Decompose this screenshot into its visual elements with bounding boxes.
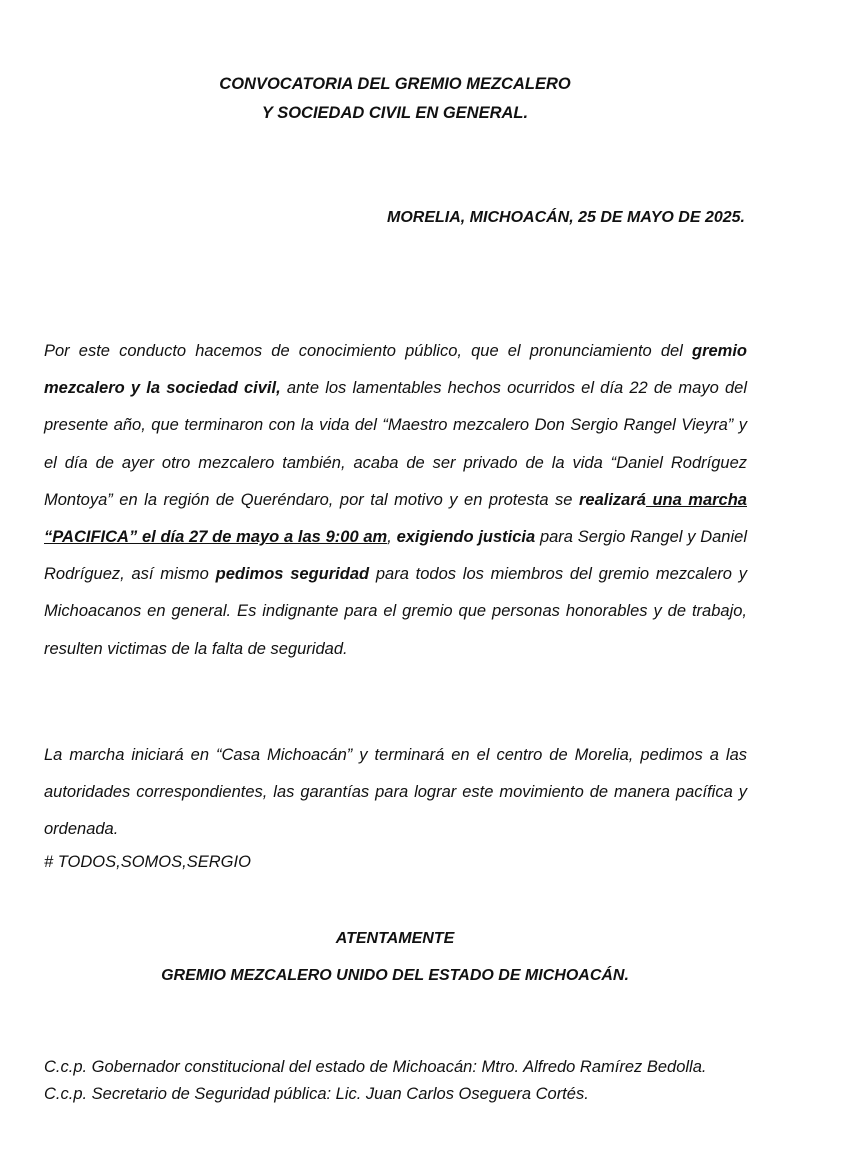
document-title-line2: Y SOCIEDAD CIVIL EN GENERAL. (261, 104, 529, 122)
paragraph1-bold-underline: una marcha “PACIFICA” el día 27 de mayo a las 9:00 am (44, 490, 747, 547)
paragraph1-text-3: , (387, 528, 397, 547)
hashtag: # TODOS,SOMOS,SERGIO (44, 853, 251, 871)
paragraph1-text-1: Por este conducto hacemos de conocimiento público, que el pronunciamiento del (44, 342, 692, 360)
paragraph1-bold-3: exigiendo justicia (396, 528, 536, 547)
paragraph1-bold-1: gremio mezcalero y la sociedad civil, (44, 342, 747, 398)
signing-organization: GREMIO MEZCALERO UNIDO DEL ESTADO DE MICHOACÁN. (161, 967, 629, 984)
ccp-line-2: C.c.p. Secretario de Seguridad pública: Lic. Juan Carlos Oseguera Cortés. (44, 1085, 589, 1103)
paragraph1-text-2: ante los lamentables hechos ocurridos el día 22 de mayo del presente año, que terminaron con la vida del “Maestro mezcalero Don Sergio Rangel Vieyra” y el día de ayer otro mezcalero también, acaba de ser privado de la vida “Daniel Rodríguez Montoya” en la región de Queréndaro, por tal motivo y en protesta se (44, 379, 748, 509)
body-paragraph-2: La marcha iniciará en “Casa Michoacán” y terminará en el centro de Morelia, pedimos a las autoridades correspondientes, las garantías para lograr este movimiento de manera pacífica y ordenada. (44, 746, 747, 839)
carbon-copy-list (44, 1054, 747, 1108)
date-line: MORELIA, MICHOACÁN, 25 DE MAYO DE 2025. (387, 209, 745, 226)
ccp-line-1: C.c.p. Gobernador constitucional del estado de Michoacán: Mtro. Alfredo Ramírez Bedolla. (44, 1058, 707, 1076)
paragraph1-bold-4: pedimos seguridad (215, 565, 370, 584)
paragraph1-bold-2: realizará (578, 490, 646, 509)
body-paragraph-1 (44, 333, 747, 668)
closing-salutation: ATENTAMENTE (335, 930, 455, 947)
document-title-line1: CONVOCATORIA DEL GREMIO MEZCALERO (219, 75, 571, 93)
paragraph1-text-5: para todos los miembros del gremio mezcalero y Michoacanos en general. Es indignante para el gremio que personas honorables y de trabajo, resulten victimas de la falta de seguridad. (44, 565, 747, 658)
paragraph1-text-4: para Sergio Rangel y Daniel Rodríguez, así mismo (44, 528, 747, 584)
